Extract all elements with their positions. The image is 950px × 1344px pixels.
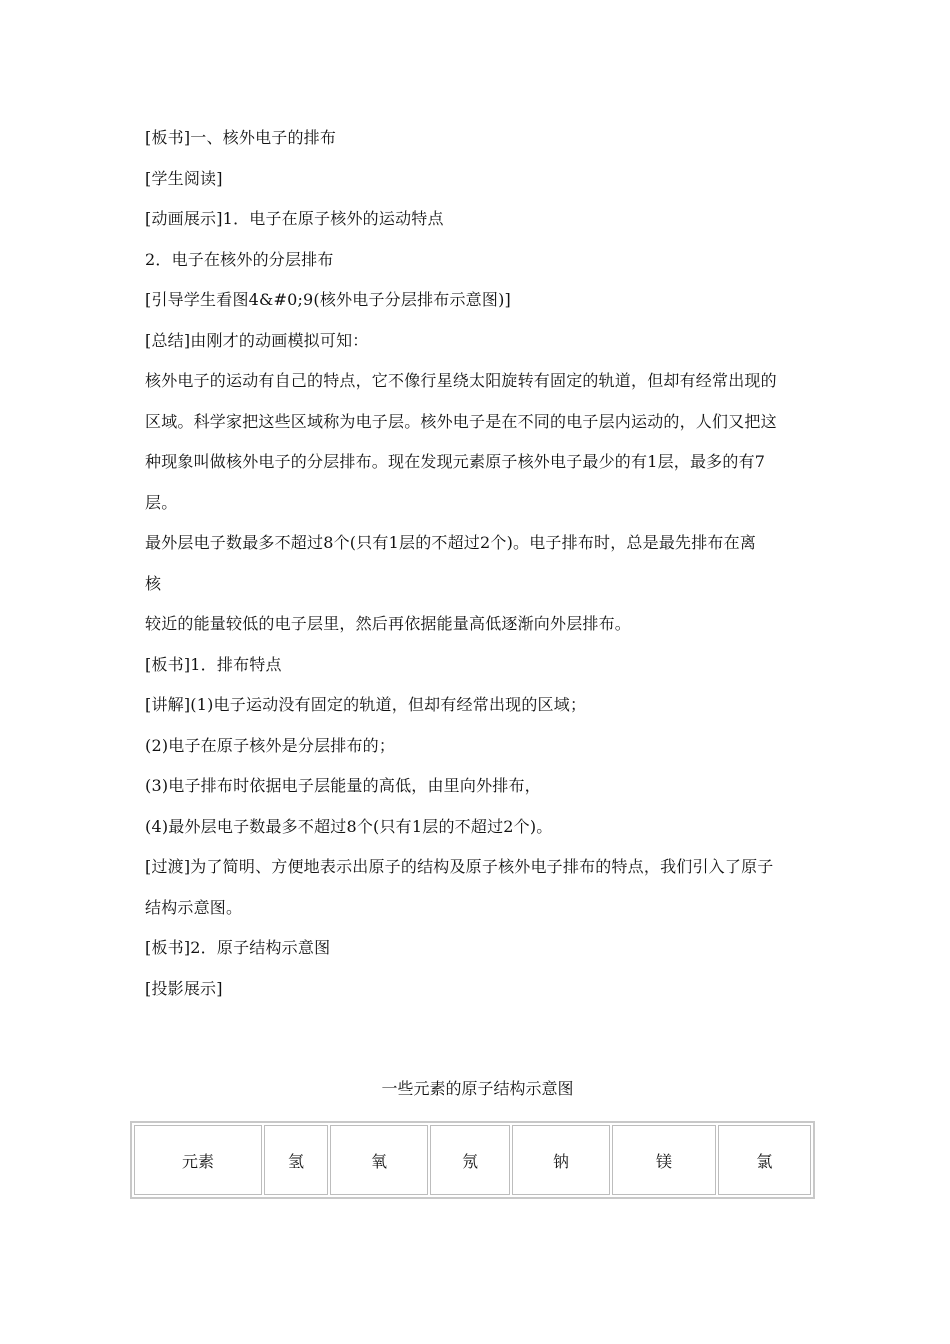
- text-line: 种现象叫做核外电子的分层排布。现在发现元素原子核外电子最少的有1层，最多的有7: [145, 452, 766, 471]
- text-line: 层。: [145, 492, 178, 512]
- table-cell: 氯: [718, 1125, 811, 1195]
- text-line: [投影展示]: [145, 978, 223, 998]
- text-line: [动画展示]1．电子在原子核外的运动特点: [145, 209, 444, 228]
- text-line: [过渡]为了简明、方便地表示出原子的结构及原子核外电子排布的特点，我们引入了原子: [145, 857, 774, 876]
- text-line: [板书]一、核外电子的排布: [145, 128, 337, 147]
- text-line: 2．电子在核外的分层排布: [145, 249, 334, 269]
- table-cell: 氢: [264, 1125, 328, 1195]
- text-line: [板书]2．原子结构示意图: [145, 938, 331, 957]
- text-line: 核: [145, 573, 162, 593]
- table-row: [134, 1125, 811, 1195]
- text-line: (4)最外层电子数最多不超过8个(只有1层的不超过2个)。: [145, 816, 553, 836]
- element-table: [130, 1121, 815, 1199]
- text-line: 区域。科学家把这些区域称为电子层。核外电子是在不同的电子层内运动的，人们又把这: [145, 411, 777, 431]
- text-line: 较近的能量较低的电子层里，然后再依据能量高低逐渐向外层排布。: [145, 614, 632, 633]
- text-line: (3)电子排布时依据电子层能量的高低，由里向外排布，: [145, 776, 541, 795]
- text-line: [讲解](1)电子运动没有固定的轨道，但却有经常出现的区域；: [145, 695, 587, 714]
- table-cell: 氧: [330, 1125, 428, 1195]
- document-body: [145, 118, 810, 1009]
- table-cell: 氖: [430, 1125, 510, 1195]
- text-line: [学生阅读]: [145, 168, 223, 188]
- table-header-cell: 元素: [134, 1125, 262, 1195]
- text-line: 结构示意图。: [145, 897, 243, 917]
- text-line: 最外层电子数最多不超过8个(只有1层的不超过2个)。电子排布时，总是最先排布在离: [145, 533, 757, 552]
- text-line: [总结]由刚才的动画模拟可知：: [145, 330, 369, 350]
- table-caption: 一些元素的原子结构示意图: [381, 1079, 574, 1098]
- table-cell: 镁: [612, 1125, 716, 1195]
- text-line: 核外电子的运动有自己的特点，它不像行星绕太阳旋转有固定的轨道，但却有经常出现的: [145, 371, 777, 390]
- element-table-grid: [132, 1123, 813, 1197]
- text-line: [引导学生看图4&#0;9(核外电子分层排布示意图)]: [145, 290, 511, 309]
- text-line: (2)电子在原子核外是分层排布的；: [145, 735, 396, 755]
- text-line: [板书]1．排布特点: [145, 654, 282, 674]
- table-cell: 钠: [512, 1125, 610, 1195]
